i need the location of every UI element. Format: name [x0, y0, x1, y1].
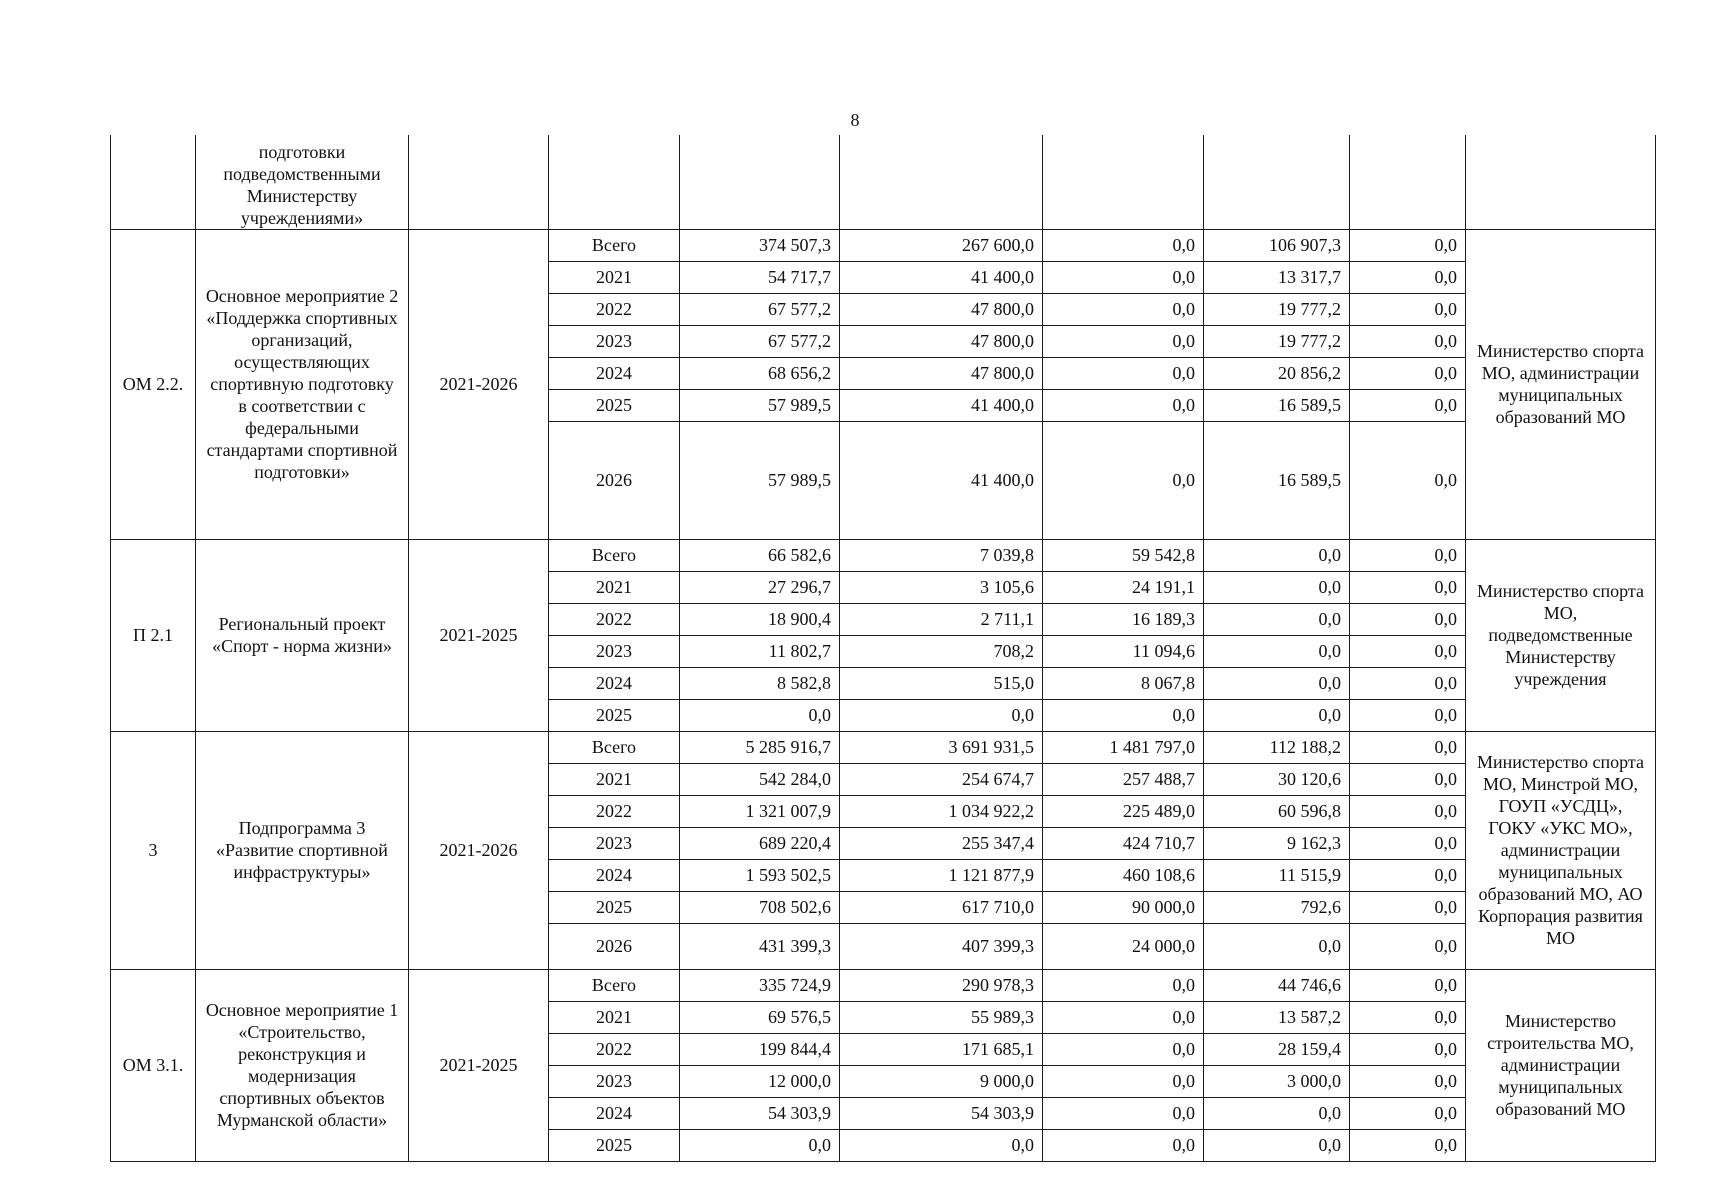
regional-budget-cell: 47 800,0 [840, 293, 1043, 325]
other-sources-cell: 0,0 [1350, 1097, 1466, 1129]
year-cell: 2024 [549, 357, 680, 389]
federal-budget-cell: 24 191,1 [1043, 571, 1204, 603]
federal-budget-cell: 0,0 [1043, 389, 1204, 421]
regional-budget-cell: 2 711,1 [840, 603, 1043, 635]
regional-budget-cell: 9 000,0 [840, 1065, 1043, 1097]
local-budget-cell: 0,0 [1204, 1097, 1350, 1129]
executor-cell: Министерство строительства МО, администрации муниципальных образований МО [1466, 969, 1656, 1161]
regional-budget-cell: 407 399,3 [840, 923, 1043, 969]
section-name-cell: Подпрограмма 3 «Развитие спортивной инфраструктуры» [196, 731, 409, 969]
program-name-cell: подготовки подведомственными Министерству учреждениями» [196, 135, 409, 229]
section-period-cell: 2021-2026 [409, 229, 549, 539]
continuation-row [111, 135, 1656, 229]
local-budget-cell: 16 589,5 [1204, 389, 1350, 421]
total-cell: 67 577,2 [680, 325, 840, 357]
section-code-cell: ОМ 2.2. [111, 229, 196, 539]
local-budget-cell: 0,0 [1204, 923, 1350, 969]
regional-budget-cell: 1 121 877,9 [840, 859, 1043, 891]
local-budget-cell: 0,0 [1204, 699, 1350, 731]
total-cell: 5 285 916,7 [680, 731, 840, 763]
other-sources-cell: 0,0 [1350, 603, 1466, 635]
federal-budget-cell: 0,0 [1043, 293, 1204, 325]
table-row [111, 539, 1656, 571]
federal-budget-cell: 59 542,8 [1043, 539, 1204, 571]
total-cell: 708 502,6 [680, 891, 840, 923]
local-budget-cell: 792,6 [1204, 891, 1350, 923]
other-sources-cell: 0,0 [1350, 571, 1466, 603]
other-sources-cell: 0,0 [1350, 261, 1466, 293]
federal-budget-cell: 0,0 [1043, 261, 1204, 293]
year-cell: 2024 [549, 667, 680, 699]
year-cell: 2026 [549, 923, 680, 969]
local-budget-cell: 13 587,2 [1204, 1001, 1350, 1033]
regional-budget-cell: 255 347,4 [840, 827, 1043, 859]
total-cell: 0,0 [680, 1129, 840, 1161]
budget-table [110, 135, 1656, 1162]
regional-budget-cell: 0,0 [840, 699, 1043, 731]
section-name-cell: Основное мероприятие 2 «Поддержка спортивных организаций, осуществляющих спортивную подготовку в соответствии с федеральными стандартами спортивной подготовки» [196, 229, 409, 539]
federal-budget-cell: 90 000,0 [1043, 891, 1204, 923]
year-cell: 2024 [549, 859, 680, 891]
local-budget-cell: 112 188,2 [1204, 731, 1350, 763]
regional-budget-cell: 7 039,8 [840, 539, 1043, 571]
section-code-cell: П 2.1 [111, 539, 196, 731]
total-cell: 199 844,4 [680, 1033, 840, 1065]
local-budget-cell: 16 589,5 [1204, 421, 1350, 539]
year-cell: 2025 [549, 1129, 680, 1161]
total-cell: 431 399,3 [680, 923, 840, 969]
other-sources-cell: 0,0 [1350, 1129, 1466, 1161]
year-cell: Всего [549, 731, 680, 763]
regional-budget-cell: 267 600,0 [840, 229, 1043, 261]
executor-cell: Министерство спорта МО, подведомственные Министерству учреждения [1466, 539, 1656, 731]
regional-budget-cell: 515,0 [840, 667, 1043, 699]
other-sources-cell: 0,0 [1350, 325, 1466, 357]
year-cell: 2022 [549, 293, 680, 325]
federal-budget-cell: 16 189,3 [1043, 603, 1204, 635]
federal-budget-cell: 0,0 [1043, 357, 1204, 389]
total-cell: 689 220,4 [680, 827, 840, 859]
other-sources-cell: 0,0 [1350, 539, 1466, 571]
year-cell: 2021 [549, 763, 680, 795]
other-sources-cell: 0,0 [1350, 229, 1466, 261]
local-budget-cell: 60 596,8 [1204, 795, 1350, 827]
other-sources-cell: 0,0 [1350, 699, 1466, 731]
total-cell: 68 656,2 [680, 357, 840, 389]
federal-budget-cell: 460 108,6 [1043, 859, 1204, 891]
federal-budget-cell: 1 481 797,0 [1043, 731, 1204, 763]
year-cell: Всего [549, 539, 680, 571]
local-budget-cell: 19 777,2 [1204, 293, 1350, 325]
local-budget-cell: 11 515,9 [1204, 859, 1350, 891]
other-sources-cell: 0,0 [1350, 795, 1466, 827]
federal-budget-cell: 24 000,0 [1043, 923, 1204, 969]
executor-cell: Министерство спорта МО, Минстрой МО, ГОУП «УСДЦ», ГОКУ «УКС МО», администрации муниципальных образований МО, АО Корпорация развития МО [1466, 731, 1656, 969]
federal-budget-cell: 0,0 [1043, 421, 1204, 539]
federal-budget-cell: 225 489,0 [1043, 795, 1204, 827]
table-row [111, 969, 1656, 1001]
regional-budget-cell: 1 034 922,2 [840, 795, 1043, 827]
table-row [111, 731, 1656, 763]
section-period-cell: 2021-2025 [409, 539, 549, 731]
regional-budget-cell: 708,2 [840, 635, 1043, 667]
total-cell: 57 989,5 [680, 389, 840, 421]
total-cell: 1 321 007,9 [680, 795, 840, 827]
regional-budget-cell: 41 400,0 [840, 261, 1043, 293]
other-sources-cell: 0,0 [1350, 667, 1466, 699]
section-name-cell: Региональный проект «Спорт - норма жизни» [196, 539, 409, 731]
local-budget-cell: 9 162,3 [1204, 827, 1350, 859]
table-body [111, 135, 1656, 1161]
section-name-cell: Основное мероприятие 1 «Строительство, реконструкция и модернизация спортивных объектов Мурманской области» [196, 969, 409, 1161]
federal-budget-cell: 0,0 [1043, 1129, 1204, 1161]
local-budget-cell: 0,0 [1204, 1129, 1350, 1161]
year-cell: 2025 [549, 699, 680, 731]
section-period-cell: 2021-2026 [409, 731, 549, 969]
total-cell: 1 593 502,5 [680, 859, 840, 891]
year-cell: 2023 [549, 827, 680, 859]
local-budget-cell: 0,0 [1204, 635, 1350, 667]
regional-budget-cell: 47 800,0 [840, 325, 1043, 357]
other-sources-cell: 0,0 [1350, 357, 1466, 389]
total-cell: 57 989,5 [680, 421, 840, 539]
other-sources-cell: 0,0 [1350, 969, 1466, 1001]
year-cell: 2023 [549, 635, 680, 667]
total-cell: 542 284,0 [680, 763, 840, 795]
other-sources-cell: 0,0 [1350, 731, 1466, 763]
regional-budget-cell: 171 685,1 [840, 1033, 1043, 1065]
year-cell: 2022 [549, 603, 680, 635]
section-code-cell: ОМ 3.1. [111, 969, 196, 1161]
federal-budget-cell: 0,0 [1043, 1097, 1204, 1129]
other-sources-cell: 0,0 [1350, 859, 1466, 891]
local-budget-cell: 13 317,7 [1204, 261, 1350, 293]
regional-budget-cell: 41 400,0 [840, 389, 1043, 421]
total-cell: 8 582,8 [680, 667, 840, 699]
federal-budget-cell: 424 710,7 [1043, 827, 1204, 859]
total-cell: 54 717,7 [680, 261, 840, 293]
year-cell: 2023 [549, 325, 680, 357]
total-cell: 27 296,7 [680, 571, 840, 603]
year-cell: 2021 [549, 261, 680, 293]
federal-budget-cell: 0,0 [1043, 969, 1204, 1001]
table-row [111, 229, 1656, 261]
other-sources-cell: 0,0 [1350, 891, 1466, 923]
federal-budget-cell: 0,0 [1043, 1001, 1204, 1033]
local-budget-cell: 0,0 [1204, 603, 1350, 635]
year-cell: 2025 [549, 891, 680, 923]
year-cell: 2025 [549, 389, 680, 421]
year-cell: Всего [549, 969, 680, 1001]
code-cell [111, 135, 196, 229]
year-cell: Всего [549, 229, 680, 261]
local-budget-cell: 0,0 [1204, 539, 1350, 571]
total-cell: 0,0 [680, 699, 840, 731]
federal-budget-cell: 0,0 [1043, 699, 1204, 731]
federal-budget-cell: 0,0 [1043, 229, 1204, 261]
other-sources-cell: 0,0 [1350, 635, 1466, 667]
total-cell: 67 577,2 [680, 293, 840, 325]
total-cell: 12 000,0 [680, 1065, 840, 1097]
local-budget-cell: 20 856,2 [1204, 357, 1350, 389]
regional-budget-cell: 3 691 931,5 [840, 731, 1043, 763]
other-sources-cell: 0,0 [1350, 1065, 1466, 1097]
other-sources-cell: 0,0 [1350, 389, 1466, 421]
other-sources-cell: 0,0 [1350, 827, 1466, 859]
year-cell: 2021 [549, 1001, 680, 1033]
executor-cell: Министерство спорта МО, администрации муниципальных образований МО [1466, 229, 1656, 539]
federal-budget-cell: 0,0 [1043, 1065, 1204, 1097]
local-budget-cell: 30 120,6 [1204, 763, 1350, 795]
regional-budget-cell: 0,0 [840, 1129, 1043, 1161]
total-cell: 11 802,7 [680, 635, 840, 667]
year-cell: 2023 [549, 1065, 680, 1097]
section-period-cell: 2021-2025 [409, 969, 549, 1161]
federal-budget-cell: 8 067,8 [1043, 667, 1204, 699]
local-budget-cell: 0,0 [1204, 571, 1350, 603]
regional-budget-cell: 47 800,0 [840, 357, 1043, 389]
federal-budget-cell: 257 488,7 [1043, 763, 1204, 795]
local-budget-cell: 0,0 [1204, 667, 1350, 699]
other-sources-cell: 0,0 [1350, 1033, 1466, 1065]
total-cell: 374 507,3 [680, 229, 840, 261]
regional-budget-cell: 254 674,7 [840, 763, 1043, 795]
regional-budget-cell: 290 978,3 [840, 969, 1043, 1001]
other-sources-cell: 0,0 [1350, 421, 1466, 539]
page-number: 8 [850, 110, 860, 130]
local-budget-cell: 44 746,6 [1204, 969, 1350, 1001]
other-sources-cell: 0,0 [1350, 293, 1466, 325]
federal-budget-cell: 11 094,6 [1043, 635, 1204, 667]
local-budget-cell: 106 907,3 [1204, 229, 1350, 261]
year-cell: 2024 [549, 1097, 680, 1129]
total-cell: 69 576,5 [680, 1001, 840, 1033]
year-cell: 2022 [549, 795, 680, 827]
regional-budget-cell: 3 105,6 [840, 571, 1043, 603]
year-cell: 2026 [549, 421, 680, 539]
local-budget-cell: 28 159,4 [1204, 1033, 1350, 1065]
local-budget-cell: 3 000,0 [1204, 1065, 1350, 1097]
other-sources-cell: 0,0 [1350, 763, 1466, 795]
year-cell: 2022 [549, 1033, 680, 1065]
regional-budget-cell: 41 400,0 [840, 421, 1043, 539]
local-budget-cell: 19 777,2 [1204, 325, 1350, 357]
regional-budget-cell: 617 710,0 [840, 891, 1043, 923]
other-sources-cell: 0,0 [1350, 923, 1466, 969]
section-code-cell: 3 [111, 731, 196, 969]
total-cell: 54 303,9 [680, 1097, 840, 1129]
federal-budget-cell: 0,0 [1043, 325, 1204, 357]
total-cell: 18 900,4 [680, 603, 840, 635]
regional-budget-cell: 54 303,9 [840, 1097, 1043, 1129]
total-cell: 335 724,9 [680, 969, 840, 1001]
other-sources-cell: 0,0 [1350, 1001, 1466, 1033]
total-cell: 66 582,6 [680, 539, 840, 571]
regional-budget-cell: 55 989,3 [840, 1001, 1043, 1033]
year-cell: 2021 [549, 571, 680, 603]
federal-budget-cell: 0,0 [1043, 1033, 1204, 1065]
